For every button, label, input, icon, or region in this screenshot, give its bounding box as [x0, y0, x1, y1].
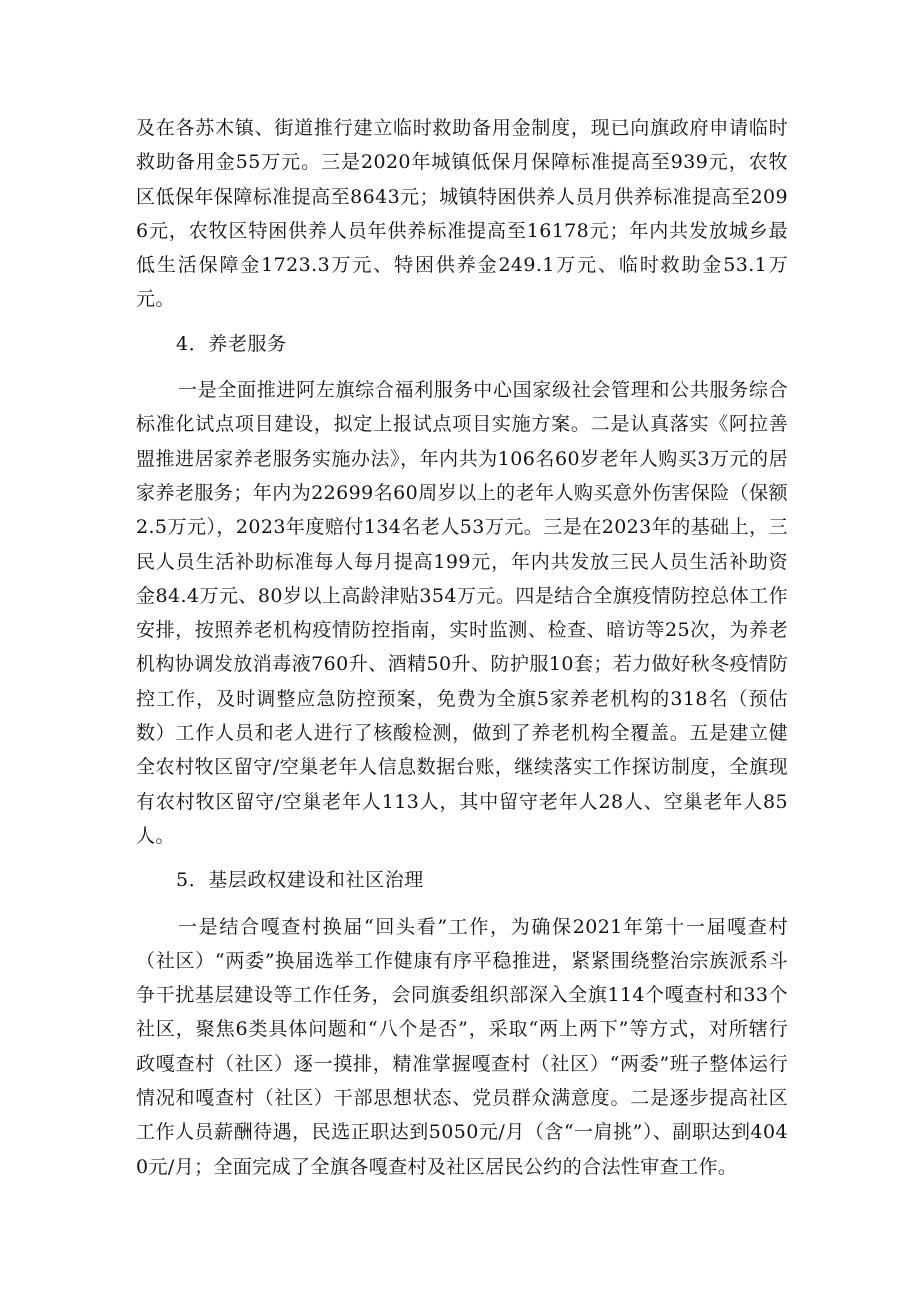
paragraph-elderly-care: 一是全面推进阿左旗综合福利服务中心国家级社会管理和公共服务综合标准化试点项目建设，拟定上报试点项目实施方案。二是认真落实《阿拉善盟推进居家养老服务实施办法》，年内共为106名60岁老年人购买3万元的居家养老服务；年内为22699名60周岁以上的老年人购买意外伤害保险（保额2.5万元），2023年度赔付134名老人53万元。三是在2023年的基础上，三民人员生活补助标准每人每月提高199元，年内共发放三民人员生活补助资金84.4万元、80岁以上高龄津贴354万元。四是结合全旗疫情防控总体工作安排，按照养老机构疫情防控指南，实时监测、检查、暗访等25次，为养老机构协调发放消毒液760升、酒精50升、防护服10套；若力做好秋冬疫情防控工作，及时调整应急防控预案，免费为全旗5家养老机构的318名（预估数）工作人员和老人进行了核酸检测，做到了养老机构全覆盖。五是建立健全农村牧区留守/空巢老年人信息数据台账，继续落实工作探访制度，全旗现有农村牧区留守/空巢老年人113人，其中留守老年人28人、空巢老年人85人。	[136, 379, 788, 847]
section-heading-elderly-care: 4．养老服务	[176, 332, 287, 355]
section-heading-grassroots-governance: 5．基层政权建设和社区治理	[176, 869, 424, 892]
document-body	[136, 111, 788, 1184]
paragraph-social-assistance: 及在各苏木镇、街道推行建立临时救助备用金制度，现已向旗政府申请临时救助备用金55万元。三是2020年城镇低保月保障标准提高至939元，农牧区低保年保障标准提高至8643元；城镇特困供养人员月供养标准提高至2096元，农牧区特困供养人员年供养标准提高至16178元；年内共发放城乡最低生活保障金1723.3万元、特困供养金249.1万元、临时救助金53.1万元。	[136, 117, 788, 311]
paragraph-grassroots-governance: 一是结合嘎查村换届“回头看”工作，为确保2021年第十一届嘎查村（社区）“两委”换届选举工作健康有序平稳推进，紧紧围绕整治宗族派系斗争干扰基层建设等工作任务，会同旗委组织部深入全旗114个嘎查村和33个社区，聚焦6类具体问题和“八个是否”，采取“两上两下”等方式，对所辖行政嘎查村（社区）逐一摸排，精准掌握嘎查村（社区）“两委”班子整体运行情况和嘎查村（社区）干部思想状态、党员群众满意度。二是逐步提高社区工作人员薪酬待遇，民选正职达到5050元/月（含“一肩挑”）、副职达到4040元/月；全面完成了全旗各嘎查村及社区居民公约的合法性审查工作。	[136, 915, 788, 1178]
